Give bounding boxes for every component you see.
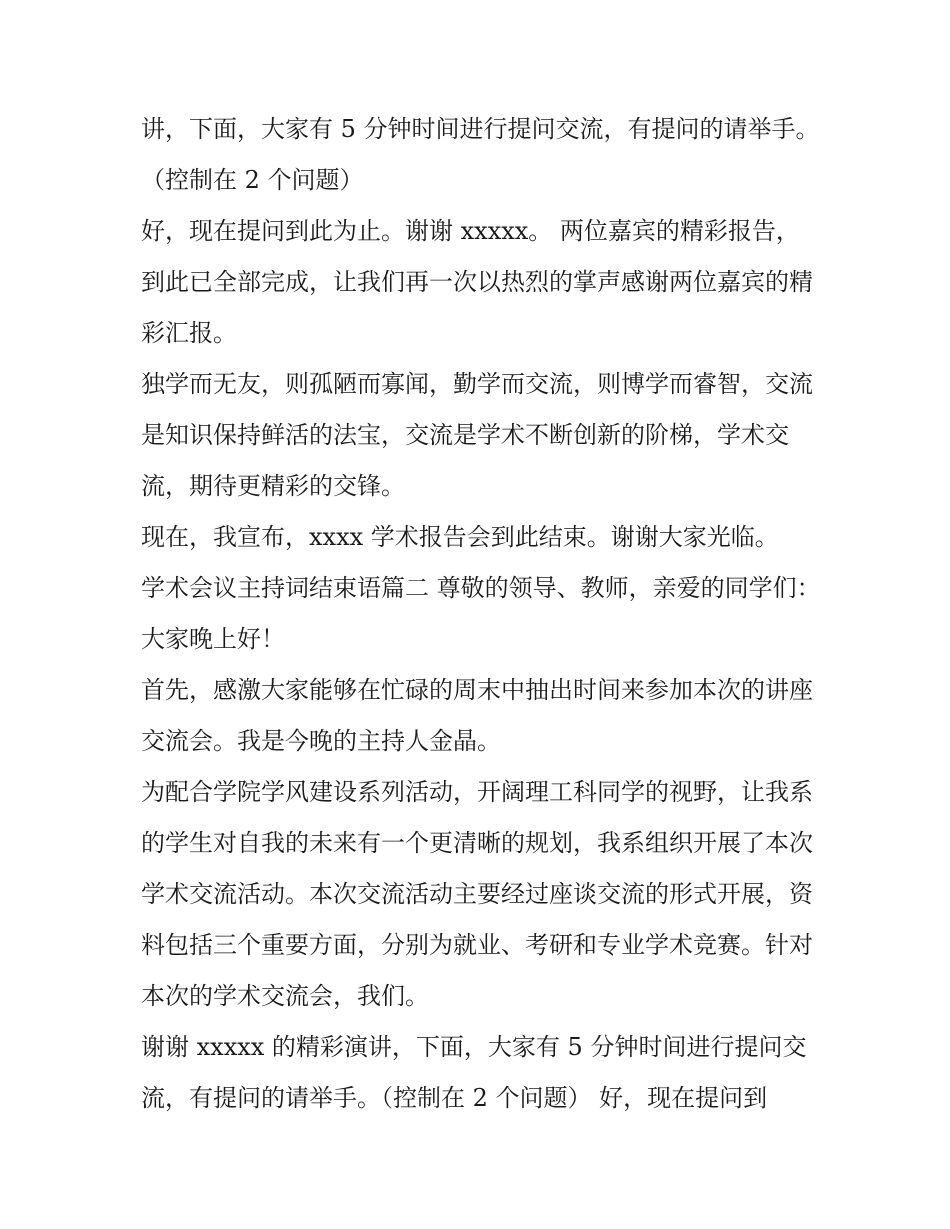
paragraph-7: 为配合学院学风建设系列活动，开阔理工科同学的视野，让我系的学生对自我的未来有一个更清晰的规划，我系组织开展了本次学术交流活动。本次交流活动主要经过座谈交流的形式开展，资料包括三个重要方面，分别为就业、考研和专业学术竞赛。针对本次的学术交流会，我们。 xyxy=(141,778,813,1010)
paragraph-5: 学术会议主持词结束语篇二 尊敬的领导、教师，亲爱的同学们： 大家晚上好！ xyxy=(141,574,821,653)
document-body xyxy=(141,104,821,1124)
paragraph-1: 讲，下面，大家有 5 分钟时间进行提问交流，有提问的请举手。（控制在 2 个问题） xyxy=(141,115,820,194)
paragraph-8: 谢谢 xxxxx 的精彩演讲，下面，大家有 5 分钟时间进行提问交流，有提问的请举手。（控制在 2 个问题） 好，现在提问到 xyxy=(141,1033,807,1112)
paragraph-2: 好，现在提问到此为止。谢谢 xxxxx。 两位嘉宾的精彩报告，到此已全部完成，让我们再一次以热烈的掌声感谢两位嘉宾的精彩汇报。 xyxy=(141,217,813,347)
paragraph-4: 现在，我宣布，xxxx 学术报告会到此结束。谢谢大家光临。 xyxy=(141,523,779,551)
paragraph-6: 首先，感激大家能够在忙碌的周末中抽出时间来参加本次的讲座交流会。我是今晚的主持人金晶。 xyxy=(141,676,813,755)
paragraph-3: 独学而无友，则孤陋而寡闻，勤学而交流，则博学而睿智，交流是知识保持鲜活的法宝，交流是学术不断创新的阶梯，学术交流，期待更精彩的交锋。 xyxy=(141,370,813,500)
